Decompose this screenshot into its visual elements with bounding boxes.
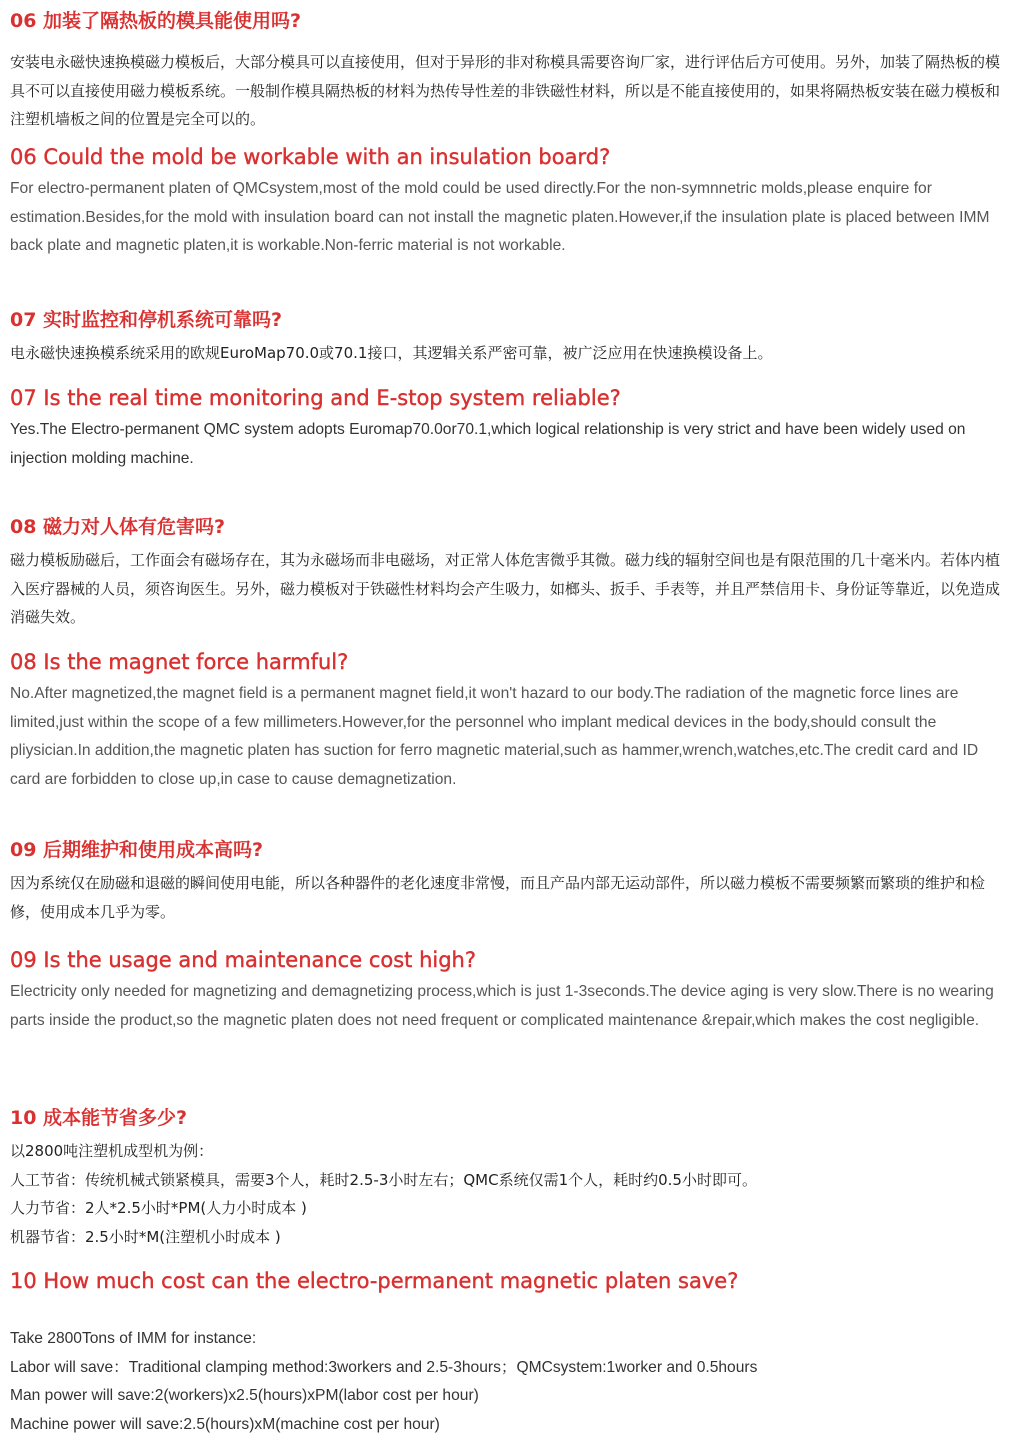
section-10-zh-line: 机器节省：2.5小时*M(注塑机小时成本 ) <box>10 1227 281 1246</box>
section-10-en-line: Man power will save:2(workers)x2.5(hours)xPM(labor cost per hour) <box>10 1387 479 1404</box>
section-06-zh-title: 06 加装了隔热板的模具能使用吗? <box>10 10 302 32</box>
section-09-en-body: Electricity only needed for magnetizing and demagnetizing process,which is just 1-3seconds.The device aging is very slow.There is no wearing parts inside the product,so the magnetic platen does not need frequent or complicated maintenance &repair,which makes the cost negligible. <box>10 983 994 1029</box>
section-10-zh-title: 10 成本能节省多少? <box>10 1107 188 1129</box>
section-08-en-title: 08 Is the magnet force harmful? <box>10 650 349 674</box>
section-09-zh-title: 09 后期维护和使用成本高吗? <box>10 839 264 861</box>
section-10-zh-line: 人力节省：2人*2.5小时*PM(人力小时成本 ) <box>10 1199 307 1217</box>
section-08-zh-title: 08 磁力对人体有危害吗? <box>10 516 226 538</box>
section-10-en-line: Take 2800Tons of IMM for instance: <box>10 1330 257 1347</box>
section-09-zh-body: 因为系统仅在励磁和退磁的瞬间使用电能，所以各种器件的老化速度非常慢，而且产品内部无运动部件，所以磁力模板不需要频繁而繁琐的维护和检修，使用成本几乎为零。 <box>10 874 986 921</box>
section-08-en-body: No.After magnetized,the magnet field is a permanent magnet field,it won't hazard to our body.The radiation of the magnetic force lines are limited,just within the scope of a few millimeters.However,for the personnel who implant medical devices in the body,should consult the pliysician.In addition,the magnetic platen has suction for ferro magnetic material,such as hammer,wrench,watches,etc.The credit card and ID card are forbidden to close up,in case to cause demagnetization. <box>10 685 979 788</box>
section-08-zh-body: 磁力模板励磁后，工作面会有磁场存在，其为永磁场而非电磁场，对正常人体危害微乎其微。磁力线的辐射空间也是有限范围的几十毫米内。若体内植入医疗器械的人员，须咨询医生。另外，磁力模板对于铁磁性材料均会产生吸力，如榔头、扳手、手表等，并且严禁信用卡、身份证等靠近，以免造成消磁失效。 <box>10 551 1001 626</box>
section-10-en-line: Labor will save：Traditional clamping method:3workers and 2.5-3hours；QMCsystem:1worker and 0.5hours <box>10 1358 758 1376</box>
section-07-zh-title: 07 实时监控和停机系统可靠吗? <box>10 309 283 331</box>
section-10-zh-line: 以2800吨注塑机成型机为例： <box>10 1142 214 1160</box>
faq-section-06-en <box>10 143 1006 261</box>
section-06-en-title: 06 Could the mold be workable with an insulation board? <box>10 145 611 169</box>
section-10-zh-list <box>10 1137 1006 1251</box>
faq-section-08-en <box>10 648 1006 794</box>
faq-section-06 <box>10 8 1006 134</box>
section-10-en-line: Machine power will save:2.5(hours)xM(machine cost per hour) <box>10 1415 440 1433</box>
section-06-zh-body: 安装电永磁快速换模磁力模板后，大部分模具可以直接使用，但对于异形的非对称模具需要咨询厂家，进行评估后方可使用。另外，加装了隔热板的模具不可以直接使用磁力模板系统。一般制作模具隔热板的材料为热传导性差的非铁磁性材料，所以是不能直接使用的，如果将隔热板安装在磁力模板和注塑机墙板之间的位置是完全可以的。 <box>10 53 1001 128</box>
faq-section-10 <box>10 1105 1006 1251</box>
section-07-en-title: 07 Is the real time monitoring and E-stop system reliable? <box>10 386 621 410</box>
section-10-en-title: 10 How much cost can the electro-permanent magnetic platen save? <box>10 1269 739 1293</box>
section-10-en-list <box>10 1325 1006 1439</box>
section-06-en-body: For electro-permanent platen of QMCsystem,most of the mold could be used directly.For the non-symnnetric molds,please enquire for estimation.Besides,for the mold with insulation board can not install the magnetic platen.However,if the insulation plate is placed between IMM back plate and magnetic platen,it is workable.Non-ferric material is not workable. <box>10 180 990 254</box>
section-07-en-body: Yes.The Electro-permanent QMC system adopts Euromap70.0or70.1,which logical relationship is very strict and have been widely used on injection molding machine. <box>10 421 966 467</box>
section-10-zh-line: 人工节省：传统机械式锁紧模具，需要3个人，耗时2.5-3小时左右；QMC系统仅需1个人，耗时约0.5小时即可。 <box>10 1170 757 1189</box>
faq-section-07-en <box>10 384 1006 473</box>
faq-section-09-en <box>10 946 1006 1035</box>
faq-section-07 <box>10 307 1006 368</box>
faq-section-09 <box>10 837 1006 926</box>
faq-section-10-en <box>10 1267 1006 1439</box>
faq-section-08 <box>10 514 1006 632</box>
section-07-zh-body: 电永磁快速换模系统采用的欧规EuroMap70.0或70.1接口，其逻辑关系严密可靠，被广泛应用在快速换模设备上。 <box>10 344 773 362</box>
section-09-en-title: 09 Is the usage and maintenance cost high? <box>10 948 476 972</box>
